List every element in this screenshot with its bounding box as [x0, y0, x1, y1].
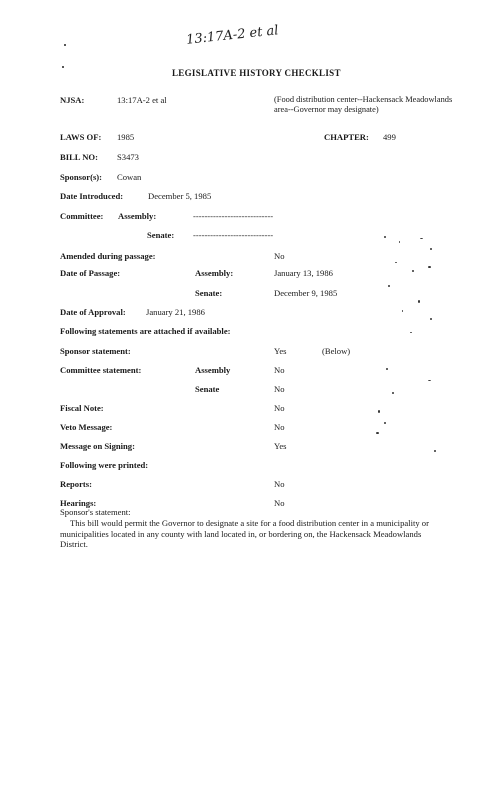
- page-title: LEGISLATIVE HISTORY CHECKLIST: [172, 68, 341, 78]
- date-of-passage-label: Date of Passage:: [60, 268, 121, 278]
- hearings-label: Hearings:: [60, 498, 97, 508]
- committee-statement-senate-label: Senate: [195, 384, 220, 394]
- passage-senate-value: December 9, 1985: [274, 288, 338, 298]
- statement-body: [60, 518, 440, 550]
- laws-of-label: LAWS OF:: [60, 132, 102, 142]
- veto-message-value: No: [274, 422, 285, 432]
- sponsor-statement-label: Sponsor statement:: [60, 346, 131, 356]
- passage-senate-label: Senate:: [195, 288, 223, 298]
- date-introduced-value: December 5, 1985: [148, 191, 212, 201]
- committee-label: Committee:: [60, 211, 104, 221]
- handwritten-citation: 13:17A-2 et al: [185, 23, 280, 48]
- statement-heading: Sponsor's statement:: [60, 507, 131, 517]
- njsa-label: NJSA:: [60, 95, 85, 105]
- chapter-label: CHAPTER:: [324, 132, 369, 142]
- hearings-value: No: [274, 498, 285, 508]
- njsa-description: (Food distribution center--Hackensack Meadowlands area--Governor may designate): [274, 95, 453, 115]
- committee-senate-value: ----------------------------: [193, 230, 274, 240]
- stray-mark: [64, 44, 66, 46]
- committee-statement-assembly-value: No: [274, 365, 285, 375]
- reports-label: Reports:: [60, 479, 92, 489]
- amended-value: No: [274, 251, 285, 261]
- date-of-approval-label: Date of Approval:: [60, 307, 126, 317]
- njsa-value: 13:17A-2 et al: [117, 95, 167, 105]
- date-of-approval-value: January 21, 1986: [146, 307, 205, 317]
- committee-senate-label: Senate:: [147, 230, 175, 240]
- fiscal-note-value: No: [274, 403, 285, 413]
- following-printed-heading: Following were printed:: [60, 460, 149, 470]
- sponsor-statement-value: Yes: [274, 346, 287, 356]
- bill-no-value: S3473: [117, 152, 139, 162]
- bill-no-label: BILL NO:: [60, 152, 98, 162]
- sponsors-label: Sponsor(s):: [60, 172, 103, 182]
- statement-text: This bill would permit the Governor to designate a site for a food distribution center in a municipality or municipalities located in any county with land located in, or bordering on, the Hackensack Meadowlands District.: [60, 518, 429, 550]
- stray-mark: [62, 66, 64, 68]
- committee-statement-assembly-label: Assembly: [195, 365, 231, 375]
- reports-value: No: [274, 479, 285, 489]
- committee-statement-senate-value: No: [274, 384, 285, 394]
- sponsor-statement-note: (Below): [322, 346, 351, 356]
- following-statements-heading: Following statements are attached if available:: [60, 326, 231, 336]
- laws-of-value: 1985: [117, 132, 135, 142]
- committee-assembly-label: Assembly:: [118, 211, 157, 221]
- passage-assembly-value: January 13, 1986: [274, 268, 333, 278]
- message-on-signing-label: Message on Signing:: [60, 441, 135, 451]
- amended-label: Amended during passage:: [60, 251, 156, 261]
- committee-statement-label: Committee statement:: [60, 365, 142, 375]
- passage-assembly-label: Assembly:: [195, 268, 234, 278]
- date-introduced-label: Date Introduced:: [60, 191, 124, 201]
- veto-message-label: Veto Message:: [60, 422, 113, 432]
- chapter-value: 499: [383, 132, 396, 142]
- fiscal-note-label: Fiscal Note:: [60, 403, 104, 413]
- committee-assembly-value: ----------------------------: [193, 211, 274, 221]
- sponsors-value: Cowan: [117, 172, 142, 182]
- message-on-signing-value: Yes: [274, 441, 287, 451]
